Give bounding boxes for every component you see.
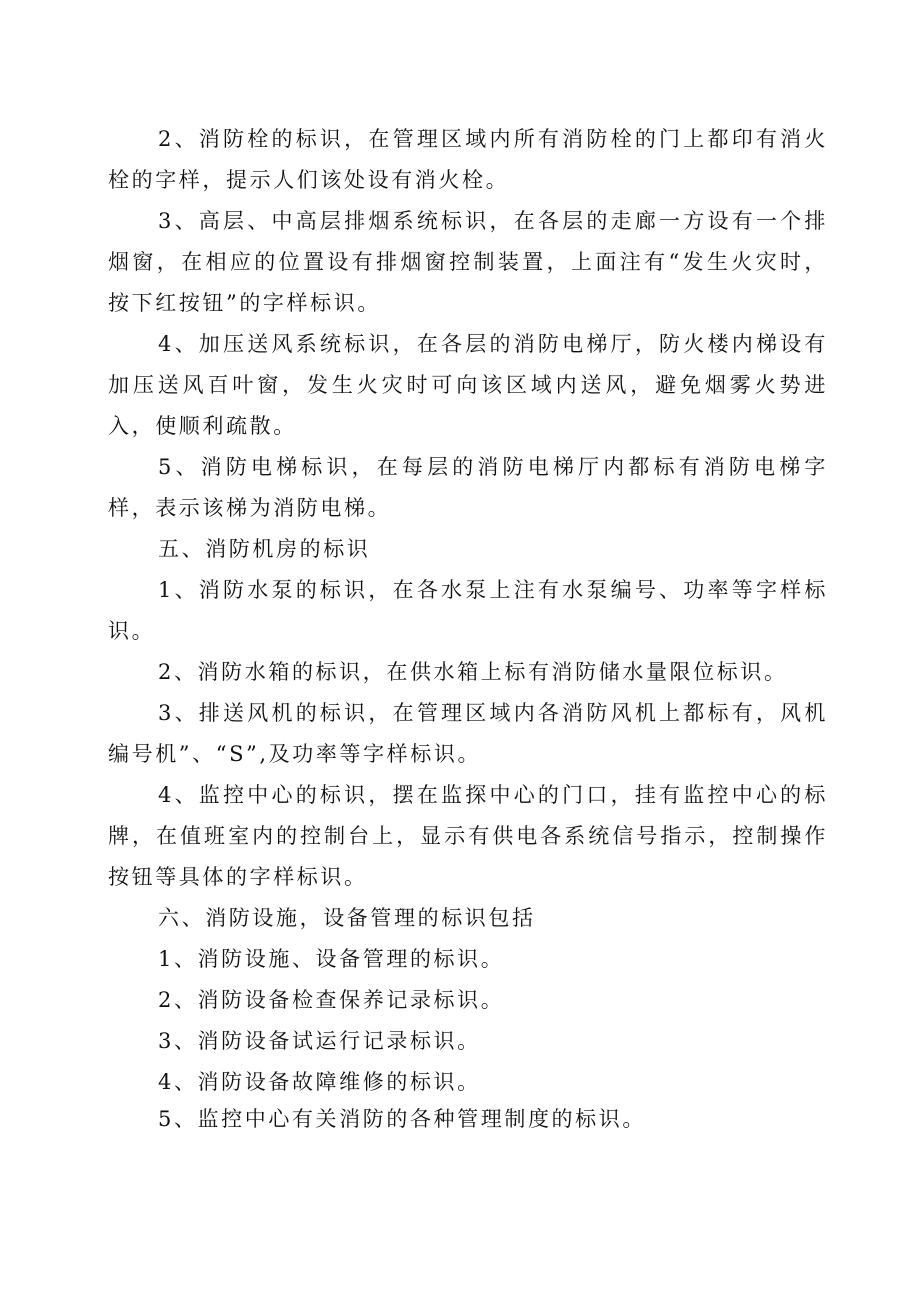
section-heading-equipment-management: 六、消防设施，设备管理的标识包括 — [158, 906, 536, 930]
document-body — [108, 119, 828, 1140]
paragraph-fan-sign: 3、排送风机的标识，在管理区域内各消防风机上都标有，风机编号机”、“S”,及功率等字样标识。 — [108, 701, 828, 766]
paragraph-pressurized-air-sign: 4、加压送风系统标识，在各层的消防电梯厅，防火楼内梯设有加压送风百叶窗，发生火灾时可向该区域内送风，避免烟雾火势进入，使顺利疏散。 — [108, 332, 828, 438]
paragraph-pump-sign: 1、消防水泵的标识，在各水泵上注有水泵编号、功率等字样标识。 — [108, 578, 828, 643]
paragraph-hydrant-sign: 2、消防栓的标识，在管理区域内所有消防栓的门上都印有消火栓的字样，提示人们该处设有消火栓。 — [108, 127, 828, 192]
list-item-management-rules: 5、监控中心有关消防的各种管理制度的标识。 — [158, 1107, 646, 1131]
paragraph-smoke-exhaust-sign: 3、高层、中高层排烟系统标识，在各层的走廊一方设有一个排烟窗，在相应的位置设有排烟窗控制装置，上面注有“发生火灾时，按下红按钮”的字样标识。 — [108, 209, 828, 315]
list-item-equipment-management: 1、消防设施、设备管理的标识。 — [158, 947, 505, 971]
list-item-maintenance-record: 2、消防设备检查保养记录标识。 — [158, 988, 505, 1012]
list-item-fault-repair: 4、消防设备故障维修的标识。 — [158, 1070, 481, 1094]
paragraph-fire-elevator-sign: 5、消防电梯标识，在每层的消防电梯厅内都标有消防电梯字样，表示该梯为消防电梯。 — [108, 455, 828, 520]
list-item-trial-run-record: 3、消防设备试运行记录标识。 — [158, 1029, 481, 1053]
section-heading-machine-room: 五、消防机房的标识 — [158, 537, 371, 561]
paragraph-control-center-sign: 4、监控中心的标识，摆在监探中心的门口，挂有监控中心的标牌，在值班室内的控制台上，显示有供电各系统信号指示，控制操作按钮等具体的字样标识。 — [108, 783, 828, 889]
paragraph-water-tank-sign: 2、消防水箱的标识，在供水箱上标有消防储水量限位标识。 — [158, 660, 788, 684]
